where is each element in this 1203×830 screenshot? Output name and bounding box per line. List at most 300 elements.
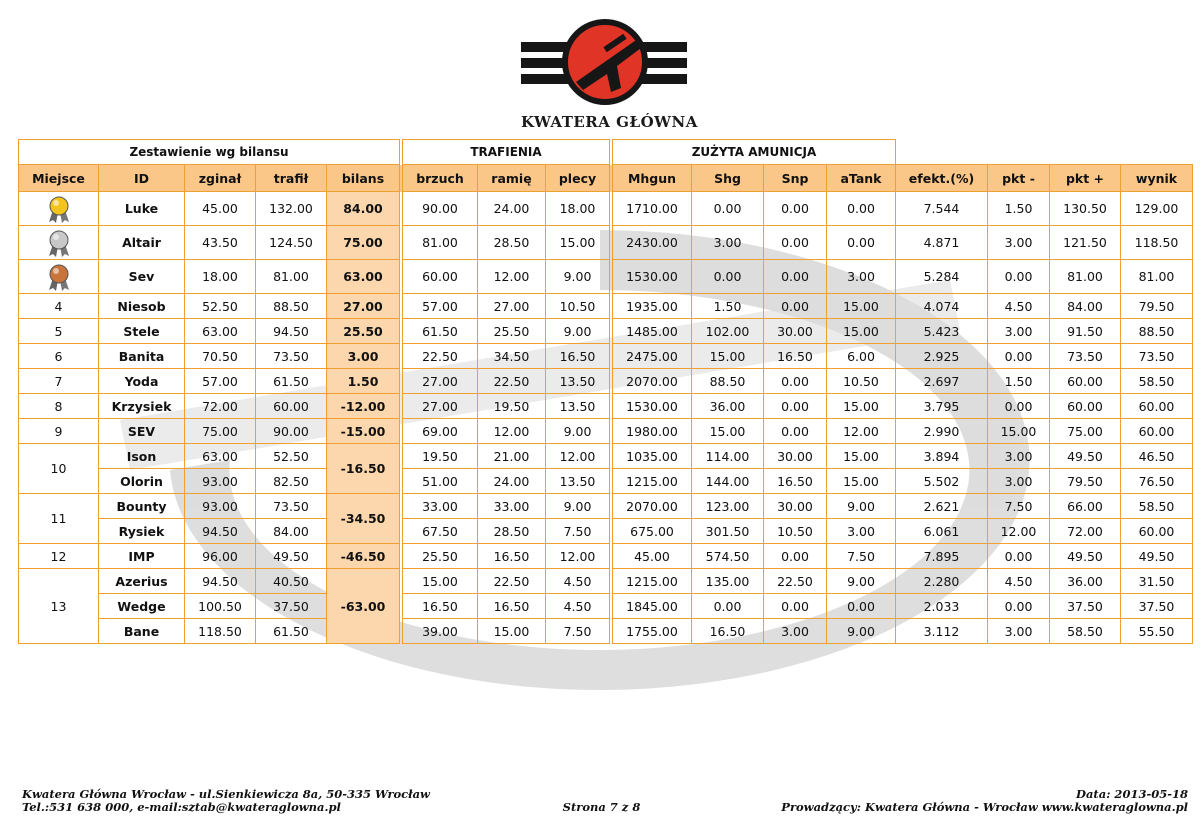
footer-organizer: Prowadzący: Kwatera Główna - Wrocław www.kwateraglowna.pl bbox=[781, 800, 1188, 814]
cell-snp: 16.50 bbox=[764, 469, 827, 494]
bilans-cell: -63.00 bbox=[327, 569, 400, 644]
col-header-miejsce: Miejsce bbox=[19, 165, 99, 192]
cell-wynik: 81.00 bbox=[1121, 260, 1193, 294]
cell-wynik: 31.50 bbox=[1121, 569, 1193, 594]
bilans-cell: -12.00 bbox=[327, 394, 400, 419]
cell-shg: 574.50 bbox=[692, 544, 764, 569]
cell-zginal: 93.00 bbox=[185, 469, 256, 494]
crosshair-rifle-icon bbox=[521, 18, 687, 114]
cell-ramie: 27.00 bbox=[478, 294, 546, 319]
table-row bbox=[19, 619, 1193, 644]
group-hits: TRAFIENIA bbox=[403, 140, 610, 165]
cell-ramie: 33.00 bbox=[478, 494, 546, 519]
col-header-snp: Snp bbox=[764, 165, 827, 192]
cell-mhgun: 1845.00 bbox=[613, 594, 692, 619]
cell-mhgun: 675.00 bbox=[613, 519, 692, 544]
cell-efekt: 4.871 bbox=[896, 226, 988, 260]
footer-right bbox=[781, 788, 1188, 814]
cell-snp: 3.00 bbox=[764, 619, 827, 644]
player-id: Wedge bbox=[99, 594, 185, 619]
player-id: Altair bbox=[99, 226, 185, 260]
place-cell: 13 bbox=[19, 569, 99, 644]
cell-brzuch: 39.00 bbox=[403, 619, 478, 644]
bronze-medal-icon bbox=[44, 262, 74, 292]
cell-zginal: 63.00 bbox=[185, 444, 256, 469]
cell-brzuch: 69.00 bbox=[403, 419, 478, 444]
bilans-cell: 63.00 bbox=[327, 260, 400, 294]
player-id: Luke bbox=[99, 192, 185, 226]
player-id: Rysiek bbox=[99, 519, 185, 544]
cell-pkt-minus: 0.00 bbox=[988, 594, 1050, 619]
cell-trafil: 94.50 bbox=[256, 319, 327, 344]
cell-mhgun: 1215.00 bbox=[613, 469, 692, 494]
cell-brzuch: 16.50 bbox=[403, 594, 478, 619]
cell-shg: 3.00 bbox=[692, 226, 764, 260]
table-row bbox=[19, 344, 1193, 369]
cell-atank: 9.00 bbox=[827, 494, 896, 519]
cell-zginal: 93.00 bbox=[185, 494, 256, 519]
cell-pkt-minus: 0.00 bbox=[988, 344, 1050, 369]
cell-brzuch: 90.00 bbox=[403, 192, 478, 226]
cell-trafil: 73.50 bbox=[256, 494, 327, 519]
cell-plecy: 7.50 bbox=[546, 519, 610, 544]
cell-pkt-minus: 3.00 bbox=[988, 469, 1050, 494]
gold-medal-icon bbox=[44, 194, 74, 224]
group-balance: Zestawienie wg bilansu bbox=[19, 140, 400, 165]
cell-pkt-minus: 1.50 bbox=[988, 369, 1050, 394]
cell-trafil: 40.50 bbox=[256, 569, 327, 594]
cell-brzuch: 51.00 bbox=[403, 469, 478, 494]
cell-brzuch: 57.00 bbox=[403, 294, 478, 319]
table-row bbox=[19, 569, 1193, 594]
col-header-shg: Shg bbox=[692, 165, 764, 192]
cell-ramie: 34.50 bbox=[478, 344, 546, 369]
cell-zginal: 57.00 bbox=[185, 369, 256, 394]
cell-plecy: 4.50 bbox=[546, 569, 610, 594]
cell-wynik: 49.50 bbox=[1121, 544, 1193, 569]
cell-shg: 0.00 bbox=[692, 192, 764, 226]
cell-plecy: 13.50 bbox=[546, 394, 610, 419]
cell-mhgun: 1710.00 bbox=[613, 192, 692, 226]
cell-efekt: 2.925 bbox=[896, 344, 988, 369]
col-header-wynik: wynik bbox=[1121, 165, 1193, 192]
cell-snp: 30.00 bbox=[764, 319, 827, 344]
cell-zginal: 118.50 bbox=[185, 619, 256, 644]
cell-wynik: 60.00 bbox=[1121, 419, 1193, 444]
cell-pkt-plus: 49.50 bbox=[1050, 444, 1121, 469]
cell-wynik: 76.50 bbox=[1121, 469, 1193, 494]
player-id: Bounty bbox=[99, 494, 185, 519]
brand-name: KWATERA GŁÓWNA bbox=[521, 113, 698, 131]
cell-snp: 0.00 bbox=[764, 260, 827, 294]
cell-brzuch: 81.00 bbox=[403, 226, 478, 260]
cell-plecy: 9.00 bbox=[546, 260, 610, 294]
col-header-pkt-minus: pkt - bbox=[988, 165, 1050, 192]
cell-brzuch: 67.50 bbox=[403, 519, 478, 544]
cell-shg: 0.00 bbox=[692, 594, 764, 619]
cell-shg: 135.00 bbox=[692, 569, 764, 594]
cell-pkt-plus: 60.00 bbox=[1050, 369, 1121, 394]
place-cell: 8 bbox=[19, 394, 99, 419]
player-id: Olorin bbox=[99, 469, 185, 494]
cell-brzuch: 27.00 bbox=[403, 369, 478, 394]
place-cell: 10 bbox=[19, 444, 99, 494]
player-id: Yoda bbox=[99, 369, 185, 394]
cell-ramie: 16.50 bbox=[478, 594, 546, 619]
cell-pkt-plus: 49.50 bbox=[1050, 544, 1121, 569]
col-header-efekt: efekt.(%) bbox=[896, 165, 988, 192]
cell-atank: 0.00 bbox=[827, 192, 896, 226]
cell-efekt: 2.697 bbox=[896, 369, 988, 394]
place-cell: 5 bbox=[19, 319, 99, 344]
player-id: Niesob bbox=[99, 294, 185, 319]
cell-shg: 15.00 bbox=[692, 419, 764, 444]
cell-efekt: 2.621 bbox=[896, 494, 988, 519]
cell-atank: 7.50 bbox=[827, 544, 896, 569]
cell-pkt-minus: 15.00 bbox=[988, 419, 1050, 444]
cell-atank: 15.00 bbox=[827, 469, 896, 494]
table-row bbox=[19, 594, 1193, 619]
cell-wynik: 55.50 bbox=[1121, 619, 1193, 644]
cell-pkt-minus: 0.00 bbox=[988, 394, 1050, 419]
cell-atank: 3.00 bbox=[827, 519, 896, 544]
cell-shg: 301.50 bbox=[692, 519, 764, 544]
cell-pkt-minus: 3.00 bbox=[988, 226, 1050, 260]
cell-wynik: 60.00 bbox=[1121, 519, 1193, 544]
cell-ramie: 28.50 bbox=[478, 226, 546, 260]
cell-atank: 10.50 bbox=[827, 369, 896, 394]
col-header-pkt-plus: pkt + bbox=[1050, 165, 1121, 192]
cell-mhgun: 2430.00 bbox=[613, 226, 692, 260]
cell-mhgun: 2070.00 bbox=[613, 494, 692, 519]
table-row bbox=[19, 494, 1193, 519]
cell-wynik: 118.50 bbox=[1121, 226, 1193, 260]
cell-plecy: 18.00 bbox=[546, 192, 610, 226]
cell-plecy: 16.50 bbox=[546, 344, 610, 369]
silver-medal-icon bbox=[44, 228, 74, 258]
cell-mhgun: 1215.00 bbox=[613, 569, 692, 594]
cell-ramie: 22.50 bbox=[478, 569, 546, 594]
cell-mhgun: 45.00 bbox=[613, 544, 692, 569]
cell-trafil: 61.50 bbox=[256, 619, 327, 644]
cell-trafil: 124.50 bbox=[256, 226, 327, 260]
table-row bbox=[19, 469, 1193, 494]
ranking-table bbox=[18, 139, 1193, 644]
col-header-brzuch: brzuch bbox=[403, 165, 478, 192]
cell-trafil: 52.50 bbox=[256, 444, 327, 469]
cell-pkt-minus: 1.50 bbox=[988, 192, 1050, 226]
cell-zginal: 70.50 bbox=[185, 344, 256, 369]
cell-wynik: 79.50 bbox=[1121, 294, 1193, 319]
col-header-bilans: bilans bbox=[327, 165, 400, 192]
player-id: Krzysiek bbox=[99, 394, 185, 419]
cell-pkt-plus: 81.00 bbox=[1050, 260, 1121, 294]
cell-zginal: 94.50 bbox=[185, 519, 256, 544]
cell-plecy: 13.50 bbox=[546, 469, 610, 494]
cell-pkt-minus: 0.00 bbox=[988, 544, 1050, 569]
cell-brzuch: 19.50 bbox=[403, 444, 478, 469]
cell-pkt-plus: 73.50 bbox=[1050, 344, 1121, 369]
cell-mhgun: 1935.00 bbox=[613, 294, 692, 319]
cell-mhgun: 2475.00 bbox=[613, 344, 692, 369]
cell-pkt-plus: 79.50 bbox=[1050, 469, 1121, 494]
cell-ramie: 12.00 bbox=[478, 260, 546, 294]
cell-plecy: 9.00 bbox=[546, 319, 610, 344]
table-row bbox=[19, 192, 1193, 226]
cell-efekt: 5.284 bbox=[896, 260, 988, 294]
cell-brzuch: 27.00 bbox=[403, 394, 478, 419]
place-cell bbox=[19, 260, 99, 294]
bilans-cell: 1.50 bbox=[327, 369, 400, 394]
cell-zginal: 45.00 bbox=[185, 192, 256, 226]
cell-snp: 0.00 bbox=[764, 594, 827, 619]
cell-snp: 0.00 bbox=[764, 369, 827, 394]
cell-brzuch: 33.00 bbox=[403, 494, 478, 519]
cell-shg: 88.50 bbox=[692, 369, 764, 394]
cell-atank: 12.00 bbox=[827, 419, 896, 444]
cell-zginal: 100.50 bbox=[185, 594, 256, 619]
cell-pkt-minus: 3.00 bbox=[988, 619, 1050, 644]
cell-snp: 0.00 bbox=[764, 419, 827, 444]
cell-mhgun: 1530.00 bbox=[613, 260, 692, 294]
cell-pkt-minus: 7.50 bbox=[988, 494, 1050, 519]
cell-shg: 114.00 bbox=[692, 444, 764, 469]
cell-ramie: 25.50 bbox=[478, 319, 546, 344]
cell-ramie: 24.00 bbox=[478, 469, 546, 494]
cell-brzuch: 60.00 bbox=[403, 260, 478, 294]
cell-efekt: 5.502 bbox=[896, 469, 988, 494]
cell-ramie: 24.00 bbox=[478, 192, 546, 226]
bilans-cell: -46.50 bbox=[327, 544, 400, 569]
col-header-id: ID bbox=[99, 165, 185, 192]
bilans-cell: -16.50 bbox=[327, 444, 400, 494]
cell-mhgun: 1980.00 bbox=[613, 419, 692, 444]
table-row bbox=[19, 394, 1193, 419]
cell-wynik: 58.50 bbox=[1121, 494, 1193, 519]
bilans-cell: 84.00 bbox=[327, 192, 400, 226]
cell-trafil: 49.50 bbox=[256, 544, 327, 569]
cell-trafil: 84.00 bbox=[256, 519, 327, 544]
cell-efekt: 3.894 bbox=[896, 444, 988, 469]
cell-atank: 0.00 bbox=[827, 226, 896, 260]
cell-efekt: 5.423 bbox=[896, 319, 988, 344]
table-row bbox=[19, 294, 1193, 319]
cell-wynik: 37.50 bbox=[1121, 594, 1193, 619]
cell-snp: 0.00 bbox=[764, 394, 827, 419]
cell-zginal: 52.50 bbox=[185, 294, 256, 319]
col-header-atank: aTank bbox=[827, 165, 896, 192]
cell-pkt-plus: 91.50 bbox=[1050, 319, 1121, 344]
table-row bbox=[19, 444, 1193, 469]
col-header-plecy: plecy bbox=[546, 165, 610, 192]
cell-atank: 3.00 bbox=[827, 260, 896, 294]
player-id: IMP bbox=[99, 544, 185, 569]
cell-plecy: 15.00 bbox=[546, 226, 610, 260]
cell-snp: 0.00 bbox=[764, 544, 827, 569]
cell-snp: 30.00 bbox=[764, 444, 827, 469]
cell-pkt-minus: 4.50 bbox=[988, 294, 1050, 319]
cell-atank: 15.00 bbox=[827, 319, 896, 344]
cell-snp: 0.00 bbox=[764, 226, 827, 260]
player-id: Azerius bbox=[99, 569, 185, 594]
cell-ramie: 12.00 bbox=[478, 419, 546, 444]
cell-snp: 10.50 bbox=[764, 519, 827, 544]
cell-trafil: 82.50 bbox=[256, 469, 327, 494]
cell-atank: 15.00 bbox=[827, 394, 896, 419]
cell-pkt-plus: 130.50 bbox=[1050, 192, 1121, 226]
cell-trafil: 61.50 bbox=[256, 369, 327, 394]
cell-atank: 15.00 bbox=[827, 294, 896, 319]
col-header-trafil: trafił bbox=[256, 165, 327, 192]
player-id: Stele bbox=[99, 319, 185, 344]
cell-efekt: 2.033 bbox=[896, 594, 988, 619]
cell-ramie: 15.00 bbox=[478, 619, 546, 644]
group-header-row bbox=[19, 140, 1193, 165]
cell-brzuch: 22.50 bbox=[403, 344, 478, 369]
player-id: Sev bbox=[99, 260, 185, 294]
cell-mhgun: 1035.00 bbox=[613, 444, 692, 469]
cell-trafil: 81.00 bbox=[256, 260, 327, 294]
cell-trafil: 37.50 bbox=[256, 594, 327, 619]
cell-mhgun: 1485.00 bbox=[613, 319, 692, 344]
bilans-cell: 27.00 bbox=[327, 294, 400, 319]
cell-efekt: 7.895 bbox=[896, 544, 988, 569]
bilans-cell: -34.50 bbox=[327, 494, 400, 544]
player-id: Banita bbox=[99, 344, 185, 369]
cell-shg: 123.00 bbox=[692, 494, 764, 519]
cell-wynik: 46.50 bbox=[1121, 444, 1193, 469]
cell-shg: 102.00 bbox=[692, 319, 764, 344]
place-cell: 4 bbox=[19, 294, 99, 319]
cell-efekt: 2.280 bbox=[896, 569, 988, 594]
cell-atank: 0.00 bbox=[827, 594, 896, 619]
cell-pkt-plus: 75.00 bbox=[1050, 419, 1121, 444]
player-id: SEV bbox=[99, 419, 185, 444]
player-id: Bane bbox=[99, 619, 185, 644]
cell-zginal: 75.00 bbox=[185, 419, 256, 444]
cell-ramie: 28.50 bbox=[478, 519, 546, 544]
cell-snp: 30.00 bbox=[764, 494, 827, 519]
cell-shg: 1.50 bbox=[692, 294, 764, 319]
place-cell: 7 bbox=[19, 369, 99, 394]
cell-ramie: 16.50 bbox=[478, 544, 546, 569]
cell-efekt: 7.544 bbox=[896, 192, 988, 226]
cell-pkt-plus: 36.00 bbox=[1050, 569, 1121, 594]
cell-zginal: 43.50 bbox=[185, 226, 256, 260]
cell-wynik: 129.00 bbox=[1121, 192, 1193, 226]
table-row bbox=[19, 519, 1193, 544]
page-number: Strona 7 z 8 bbox=[562, 800, 641, 814]
cell-wynik: 58.50 bbox=[1121, 369, 1193, 394]
cell-shg: 0.00 bbox=[692, 260, 764, 294]
cell-shg: 16.50 bbox=[692, 619, 764, 644]
cell-zginal: 72.00 bbox=[185, 394, 256, 419]
cell-plecy: 9.00 bbox=[546, 419, 610, 444]
cell-wynik: 60.00 bbox=[1121, 394, 1193, 419]
cell-pkt-minus: 3.00 bbox=[988, 444, 1050, 469]
cell-atank: 9.00 bbox=[827, 619, 896, 644]
cell-pkt-plus: 121.50 bbox=[1050, 226, 1121, 260]
footer-address: Kwatera Główna Wrocław - ul.Sienkiewicza 8a, 50-335 Wrocław bbox=[22, 787, 430, 801]
cell-plecy: 9.00 bbox=[546, 494, 610, 519]
cell-brzuch: 25.50 bbox=[403, 544, 478, 569]
cell-ramie: 22.50 bbox=[478, 369, 546, 394]
cell-snp: 16.50 bbox=[764, 344, 827, 369]
footer-date: Data: 2013-05-18 bbox=[1076, 787, 1188, 801]
cell-pkt-minus: 0.00 bbox=[988, 260, 1050, 294]
player-id: Ison bbox=[99, 444, 185, 469]
cell-atank: 6.00 bbox=[827, 344, 896, 369]
cell-trafil: 132.00 bbox=[256, 192, 327, 226]
cell-shg: 36.00 bbox=[692, 394, 764, 419]
cell-plecy: 13.50 bbox=[546, 369, 610, 394]
bilans-cell: 3.00 bbox=[327, 344, 400, 369]
cell-pkt-minus: 4.50 bbox=[988, 569, 1050, 594]
bilans-cell: -15.00 bbox=[327, 419, 400, 444]
cell-plecy: 7.50 bbox=[546, 619, 610, 644]
cell-efekt: 3.112 bbox=[896, 619, 988, 644]
table-row bbox=[19, 369, 1193, 394]
cell-zginal: 63.00 bbox=[185, 319, 256, 344]
cell-ramie: 19.50 bbox=[478, 394, 546, 419]
cell-trafil: 60.00 bbox=[256, 394, 327, 419]
cell-pkt-plus: 66.00 bbox=[1050, 494, 1121, 519]
cell-plecy: 12.00 bbox=[546, 444, 610, 469]
cell-plecy: 12.00 bbox=[546, 544, 610, 569]
brand-logo bbox=[521, 18, 698, 136]
table-row bbox=[19, 544, 1193, 569]
cell-atank: 15.00 bbox=[827, 444, 896, 469]
cell-efekt: 3.795 bbox=[896, 394, 988, 419]
cell-trafil: 88.50 bbox=[256, 294, 327, 319]
place-cell bbox=[19, 226, 99, 260]
cell-shg: 144.00 bbox=[692, 469, 764, 494]
place-cell: 11 bbox=[19, 494, 99, 544]
cell-mhgun: 2070.00 bbox=[613, 369, 692, 394]
cell-snp: 0.00 bbox=[764, 192, 827, 226]
table-row bbox=[19, 319, 1193, 344]
cell-snp: 22.50 bbox=[764, 569, 827, 594]
cell-pkt-plus: 72.00 bbox=[1050, 519, 1121, 544]
cell-brzuch: 15.00 bbox=[403, 569, 478, 594]
place-cell bbox=[19, 192, 99, 226]
place-cell: 6 bbox=[19, 344, 99, 369]
bilans-cell: 75.00 bbox=[327, 226, 400, 260]
place-cell: 9 bbox=[19, 419, 99, 444]
cell-pkt-plus: 37.50 bbox=[1050, 594, 1121, 619]
cell-brzuch: 61.50 bbox=[403, 319, 478, 344]
cell-ramie: 21.00 bbox=[478, 444, 546, 469]
cell-zginal: 96.00 bbox=[185, 544, 256, 569]
cell-trafil: 73.50 bbox=[256, 344, 327, 369]
cell-wynik: 88.50 bbox=[1121, 319, 1193, 344]
cell-efekt: 2.990 bbox=[896, 419, 988, 444]
cell-snp: 0.00 bbox=[764, 294, 827, 319]
cell-pkt-plus: 60.00 bbox=[1050, 394, 1121, 419]
bilans-cell: 25.50 bbox=[327, 319, 400, 344]
cell-pkt-minus: 12.00 bbox=[988, 519, 1050, 544]
cell-efekt: 6.061 bbox=[896, 519, 988, 544]
cell-pkt-plus: 84.00 bbox=[1050, 294, 1121, 319]
cell-shg: 15.00 bbox=[692, 344, 764, 369]
table-row bbox=[19, 260, 1193, 294]
cell-efekt: 4.074 bbox=[896, 294, 988, 319]
cell-plecy: 4.50 bbox=[546, 594, 610, 619]
cell-plecy: 10.50 bbox=[546, 294, 610, 319]
cell-pkt-minus: 3.00 bbox=[988, 319, 1050, 344]
cell-atank: 9.00 bbox=[827, 569, 896, 594]
group-ammo: ZUŻYTA AMUNICJA bbox=[613, 140, 896, 165]
